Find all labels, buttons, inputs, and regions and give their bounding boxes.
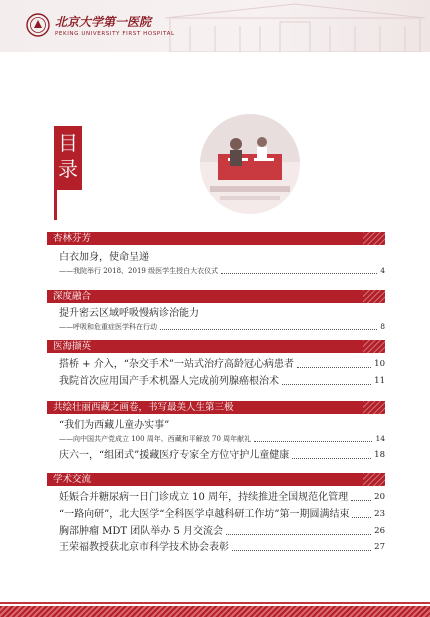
toc-entry-row xyxy=(59,449,385,462)
section-header xyxy=(47,232,385,245)
toc-entry-row xyxy=(59,358,385,371)
toc-entry-row xyxy=(59,264,385,276)
toc-page-number: 23 xyxy=(374,509,385,519)
toc-entry[interactable] xyxy=(59,419,385,444)
toc-entry-title: 妊娠合并糖尿病一日门诊成立 10 周年，持续推进全国规范化管理 xyxy=(59,492,349,503)
toc-entry-row xyxy=(59,491,385,504)
toc-page-number: 20 xyxy=(374,492,385,502)
footer-rule xyxy=(0,602,430,604)
toc-entry[interactable] xyxy=(59,508,385,521)
toc-entry-row xyxy=(59,508,385,521)
dot-leader xyxy=(297,367,371,368)
toc-entry-row xyxy=(59,525,385,538)
toc-entry[interactable] xyxy=(59,525,385,538)
toc-page-number: 18 xyxy=(374,450,385,460)
section-label: 共绘壮丽西藏之画卷，书写最美人生第三极 xyxy=(53,402,234,413)
section-xinglin xyxy=(47,232,385,275)
section-label: 深度融合 xyxy=(53,291,92,302)
toc-entry-row xyxy=(59,432,385,444)
section-shendu xyxy=(47,290,385,331)
section-stripe xyxy=(363,340,385,353)
toc-entry-title: 白衣加身，使命呈递 xyxy=(59,252,149,263)
dot-leader xyxy=(221,273,377,274)
dot-leader xyxy=(254,441,372,442)
svg-text:北京大学第一医院: 北京大学第一医院 xyxy=(55,15,152,28)
toc-entry[interactable] xyxy=(59,358,385,371)
toc-entry-row xyxy=(59,375,385,388)
section-xizang xyxy=(47,401,385,461)
toc-entry-subtitle: ——我院举行 2018、2019 级医学生授白大衣仪式 xyxy=(59,267,219,275)
hospital-seal-icon xyxy=(26,13,50,37)
dot-leader xyxy=(160,329,377,330)
toc-page-number: 11 xyxy=(374,376,385,386)
toc-entry-title: “我们为西藏儿童办实事” xyxy=(59,420,170,431)
toc-entry[interactable] xyxy=(59,307,385,332)
toc-entry[interactable] xyxy=(59,449,385,462)
contents-title: 目录 xyxy=(58,131,78,181)
contents-title-rule xyxy=(54,190,57,220)
section-stripe xyxy=(363,232,385,245)
toc-entry[interactable] xyxy=(59,375,385,388)
toc-entry-title: 搭桥 + 介入，“杂交手术”一站式治疗高龄冠心病患者 xyxy=(59,359,294,370)
section-header xyxy=(47,473,385,486)
section-header xyxy=(47,290,385,303)
toc-page-number: 26 xyxy=(374,526,385,536)
toc-page-number: 8 xyxy=(380,322,385,331)
section-stripe xyxy=(363,290,385,303)
toc-page-number: 14 xyxy=(375,434,385,443)
toc-page-number: 10 xyxy=(374,359,385,369)
toc-entry-title: 胸部肿瘤 MDT 团队举办 5 月交流会 xyxy=(59,526,224,537)
section-label: 学术交流 xyxy=(53,474,92,485)
section-header xyxy=(47,401,385,414)
section-label: 医海撷英 xyxy=(53,341,92,352)
dot-leader xyxy=(282,384,371,385)
page-header xyxy=(0,0,430,52)
hospital-logo-text xyxy=(55,14,215,28)
section-stripe xyxy=(363,473,385,486)
contents-title-box xyxy=(54,126,82,190)
toc-entry-subtitle: ——呼吸和危重症医学科在行动 xyxy=(59,323,157,331)
toc-page-number: 27 xyxy=(374,542,385,552)
toc-entry[interactable] xyxy=(59,491,385,504)
section-label: 杏林芬芳 xyxy=(53,233,92,244)
dot-leader xyxy=(351,500,371,501)
toc-entry-title: 王荣福教授获北京市科学技术协会表彰 xyxy=(59,542,229,553)
toc-entry-subtitle: ——向中国共产党成立 100 周年、西藏和平解放 70 周年献礼 xyxy=(59,435,252,443)
toc-entry-title: 我院首次应用国产手术机器人完成前列腺癌根治术 xyxy=(59,376,279,387)
toc-entry-row xyxy=(59,541,385,554)
section-yihai xyxy=(47,340,385,387)
hospital-logo-english: PEKING UNIVERSITY FIRST HOSPITAL xyxy=(55,31,175,37)
section-stripe xyxy=(363,401,385,414)
toc-entry-title: 提升密云区域呼吸慢病诊治能力 xyxy=(59,308,199,319)
toc-entry-title: 庆六一，“组团式”援藏医疗专家全方位守护儿童健康 xyxy=(59,450,290,461)
toc-entry-row xyxy=(59,320,385,332)
dot-leader xyxy=(352,517,371,518)
toc-entry[interactable] xyxy=(59,251,385,276)
cover-photo xyxy=(200,114,300,214)
toc-entry-title: “一路向研”，北大医学“全科医学卓越科研工作坊”第一期圆满结束 xyxy=(59,509,350,520)
dot-leader xyxy=(232,550,371,551)
section-xueshu xyxy=(47,473,385,553)
toc-page-number: 4 xyxy=(380,266,385,275)
section-header xyxy=(47,340,385,353)
dot-leader xyxy=(292,458,371,459)
footer-stripe-band xyxy=(0,606,430,617)
toc-entry[interactable] xyxy=(59,541,385,554)
dot-leader xyxy=(226,534,371,535)
